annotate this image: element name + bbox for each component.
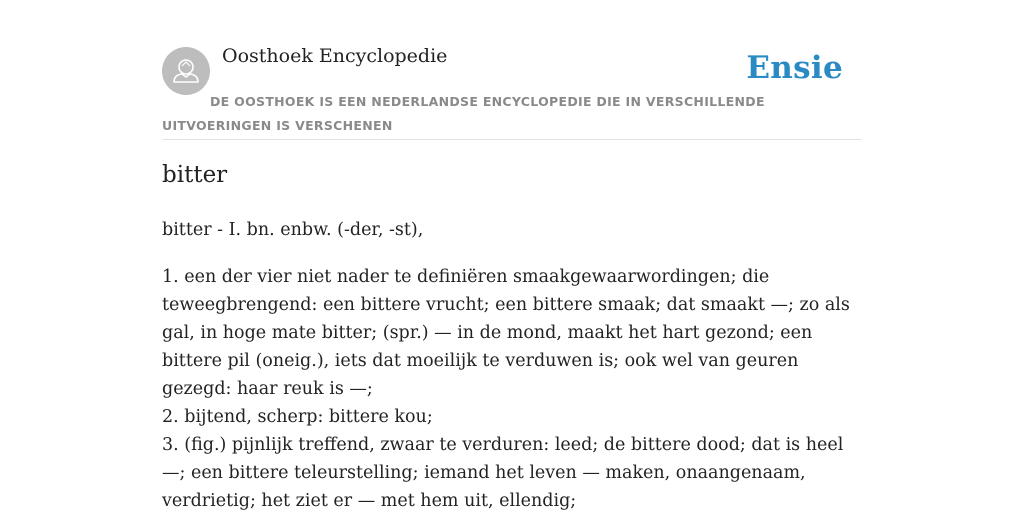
source-avatar[interactable]	[162, 47, 210, 95]
article-body	[162, 216, 862, 512]
article-title: bitter	[162, 162, 228, 188]
source-description: DE OOSTHOEK IS EEN NEDERLANDSE ENCYCLOPEDIE DIE IN VERSCHILLENDE UITVOERINGEN IS VERSCHENEN	[162, 94, 765, 133]
definition-item: 1. een der vier niet nader te definiëren smaakgewaarwordingen; die teweegbrengend: een bittere vrucht; een bittere smaak; dat smaakt —; zo als gal, in hoge mate bitter; (spr.) — in de mond, maakt het hart gezond; een bittere pil (oneig.), iets dat moeilijk te verduwen is; ook wel van geuren gezegd: haar reuk is —;	[162, 267, 850, 399]
article-intro: bitter - I. bn. enbw. (-der, -st),	[162, 220, 424, 240]
user-icon	[162, 47, 210, 95]
ensie-logo[interactable]: Ensie	[746, 50, 843, 86]
source-name-link[interactable]: Oosthoek Encyclopedie	[222, 45, 448, 67]
definition-item: 2. bijtend, scherp: bittere kou;	[162, 407, 433, 427]
definition-item: 3. (fig.) pijnlijk treffend, zwaar te verduren: leed; de bittere dood; dat is heel —; een bittere teleurstelling; iemand het leven — maken, onaangenaam, verdrietig; het ziet er — met hem uit, ellendig;	[162, 435, 844, 511]
page-container	[162, 0, 862, 511]
source-header	[162, 0, 862, 140]
